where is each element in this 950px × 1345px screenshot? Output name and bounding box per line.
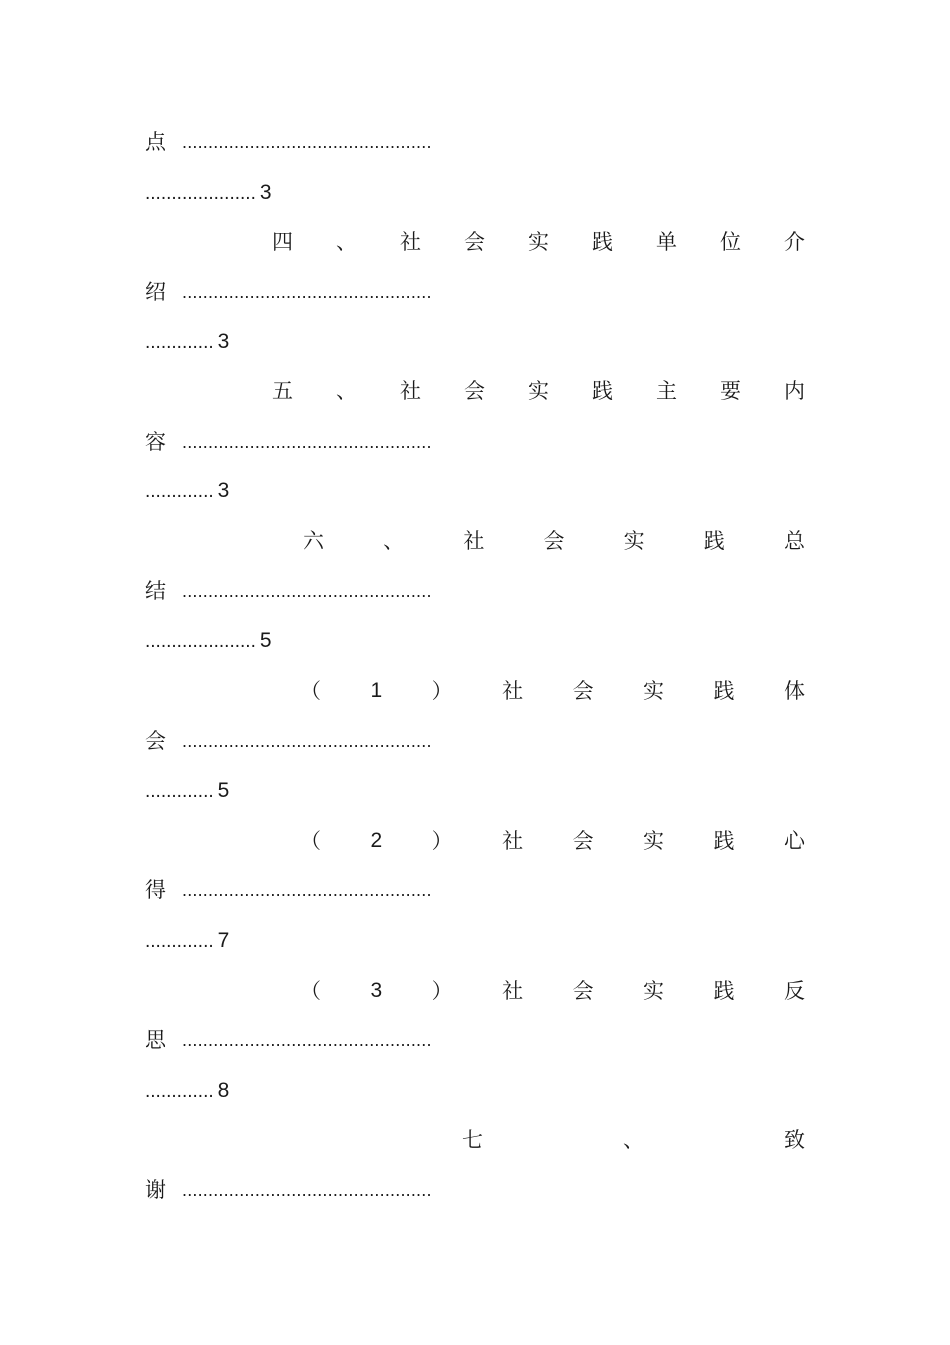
toc-heading-line[interactable] <box>0 376 950 406</box>
toc-dot-leader: ..................... <box>145 631 256 652</box>
toc-dot-leader: ............. <box>145 332 214 353</box>
toc-continuation-line <box>0 127 950 157</box>
toc-page-number[interactable]: 8 <box>217 1079 230 1102</box>
toc-continuation-char: 思 <box>145 1028 166 1052</box>
toc-dot-leader: ............. <box>145 781 214 802</box>
toc-heading-text[interactable]: （ 2 ） 社 会 实 践 心 <box>300 829 805 853</box>
toc-dot-leader: ................................................ <box>182 132 432 152</box>
toc-continuation-line <box>0 1175 950 1205</box>
toc-heading-text[interactable]: 四 、 社 会 实 践 单 位 介 <box>272 230 805 254</box>
toc-dot-leader: ................................................ <box>182 1030 432 1050</box>
toc-page-line <box>0 776 950 806</box>
toc-page-line <box>0 1076 950 1106</box>
toc-continuation-char: 容 <box>145 430 166 454</box>
toc-continuation-line <box>0 576 950 606</box>
toc-page-number[interactable]: 5 <box>217 779 230 802</box>
toc-heading-line[interactable] <box>0 826 950 856</box>
toc-continuation-line <box>0 726 950 756</box>
toc-heading-line[interactable] <box>0 976 950 1006</box>
toc-dot-leader: ............. <box>145 481 214 502</box>
toc-heading-text[interactable]: （ 3 ） 社 会 实 践 反 <box>300 979 805 1003</box>
toc-heading-line[interactable] <box>0 526 950 556</box>
toc-dot-leader: ............. <box>145 931 214 952</box>
toc-page-line <box>0 178 950 208</box>
toc-continuation-char: 绍 <box>145 280 166 304</box>
toc-heading-line[interactable] <box>0 676 950 706</box>
toc-continuation-char: 点 <box>145 130 166 154</box>
toc-page-line <box>0 476 950 506</box>
toc-heading-line[interactable] <box>0 1125 950 1155</box>
toc-heading-text[interactable]: （ 1 ） 社 会 实 践 体 <box>300 679 805 703</box>
toc-page-line <box>0 626 950 656</box>
toc-heading-text[interactable]: 五 、 社 会 实 践 主 要 内 <box>272 379 805 403</box>
toc-continuation-line <box>0 875 950 905</box>
toc-continuation-char: 会 <box>145 729 166 753</box>
toc-page-number[interactable]: 3 <box>259 181 272 204</box>
toc-page-number[interactable]: 3 <box>217 330 230 353</box>
toc-dot-leader: ................................................ <box>182 731 432 751</box>
toc-dot-leader: ............. <box>145 1081 214 1102</box>
toc-dot-leader: ................................................ <box>182 282 432 302</box>
toc-dot-leader: ..................... <box>145 183 256 204</box>
toc-continuation-line <box>0 1025 950 1055</box>
toc-page-number[interactable]: 3 <box>217 479 230 502</box>
toc-dot-leader: ................................................ <box>182 880 432 900</box>
toc-page-number[interactable]: 5 <box>259 629 272 652</box>
toc-continuation-line <box>0 277 950 307</box>
toc-heading-text[interactable]: 六 、 社 会 实 践 总 <box>303 529 805 553</box>
toc-page-line <box>0 327 950 357</box>
toc-page-line <box>0 926 950 956</box>
toc-dot-leader: ................................................ <box>182 1180 432 1200</box>
toc-page-number[interactable]: 7 <box>217 929 230 952</box>
toc-continuation-char: 谢 <box>145 1178 166 1202</box>
toc-continuation-char: 得 <box>145 878 166 902</box>
toc-dot-leader: ................................................ <box>182 581 432 601</box>
toc-continuation-char: 结 <box>145 579 166 603</box>
toc-heading-line[interactable] <box>0 227 950 257</box>
toc-dot-leader: ................................................ <box>182 432 432 452</box>
toc-continuation-line <box>0 427 950 457</box>
toc-heading-text[interactable]: 七 、 致 <box>462 1128 805 1152</box>
